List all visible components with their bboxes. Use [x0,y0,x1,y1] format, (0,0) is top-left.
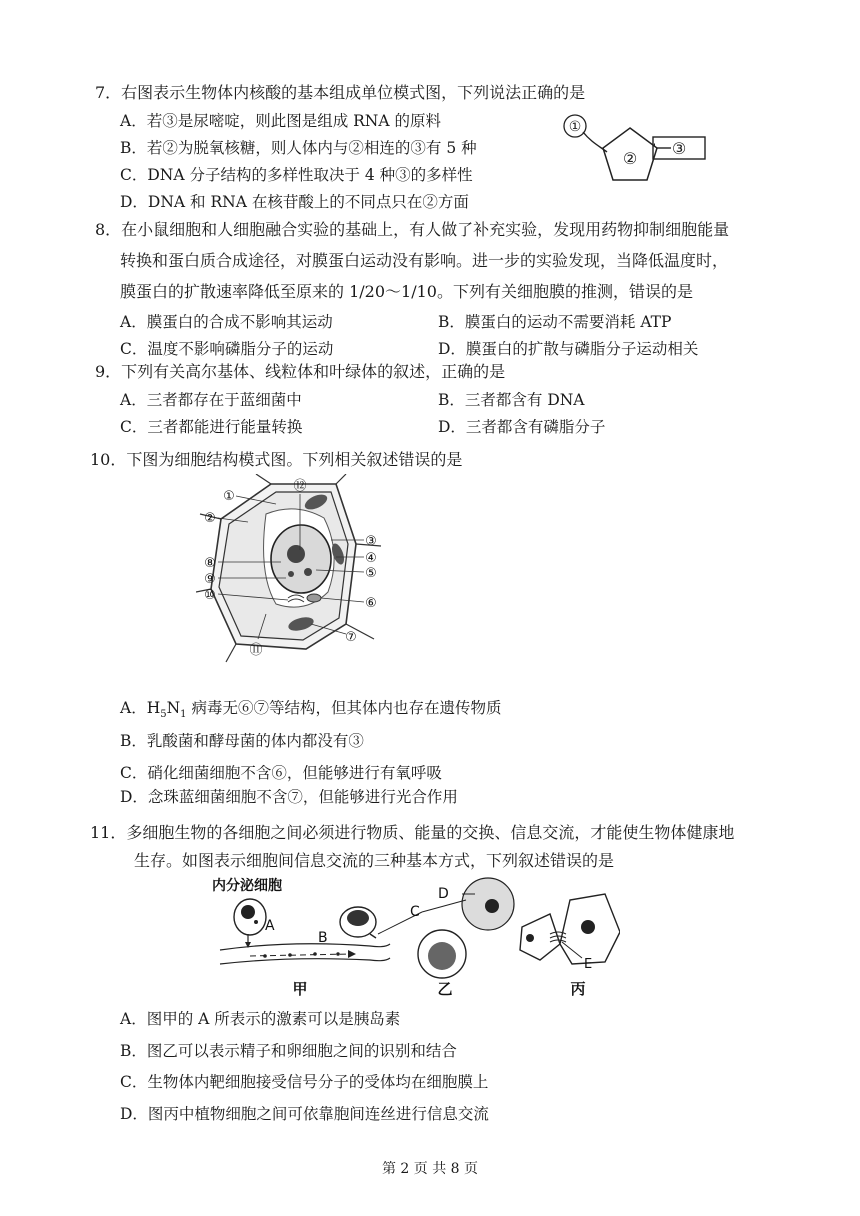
cell-label-6: ⑥ [365,596,377,611]
panel-label-yi: 乙 [437,980,453,998]
q10-option-b: B．乳酸菌和酵母菌的体内都没有③ [120,732,364,750]
q8-stem-line-2: 转换和蛋白质合成途径，对膜蛋白运动没有影响。进一步的实验发现，当降低温度时， [120,251,729,270]
cell-label-9: ⑨ [204,572,216,587]
q8-stem-line-1: 8．在小鼠细胞和人细胞融合实验的基础上，有人做了补充实验，发现用药物抑制细胞能量 [95,220,730,239]
page-footer: 第 2 页 共 8 页 [381,1161,479,1177]
cell-label-7: ⑦ [345,630,357,645]
cell-label-11: ⑪ [249,643,263,658]
q10-stem: 10．下图为细胞结构模式图。下列相关叙述错误的是 [90,450,463,469]
q10-option-c: C．硝化细菌细胞不含⑥，但能够进行有氧呼吸 [120,764,442,782]
cell-label-3: ③ [365,534,377,549]
q7-option-b: B．若②为脱氧核糖，则人体内与②相连的③有 5 种 [120,139,477,157]
cell-label-1: ① [223,489,235,504]
q9-option-a: A．三者都存在于蓝细菌中 [120,391,302,409]
label-3: ③ [671,139,687,158]
panel-label-jia: 甲 [292,980,308,998]
q11-stem-line-1: 11．多细胞生物的各细胞之间必须进行物质、能量的交换、信息交流，才能使生物体健康地 [90,823,735,842]
q9-option-d: D．三者都含有磷脂分子 [438,418,606,436]
q10-option-d: D．念珠蓝细菌细胞不含⑦，但能够进行光合作用 [120,788,458,806]
cell-label-4: ④ [365,551,377,566]
label-2: ② [622,149,638,168]
cell-label-2: ② [204,511,216,526]
q11-option-a: A．图甲的 A 所表示的激素可以是胰岛素 [120,1010,401,1028]
signal-label-e: E [584,957,593,972]
endocrine-cell-caption: 内分泌细胞 [212,878,282,894]
q8-option-a: A．膜蛋白的合成不影响其运动 [120,313,333,331]
q8-option-c: C．温度不影响磷脂分子的运动 [120,340,334,358]
q7-option-a: A．若③是尿嘧啶，则此图是组成 RNA 的原料 [120,112,441,130]
q8-option-d: D．膜蛋白的扩散与磷脂分子运动相关 [438,340,699,358]
q9-option-b: B．三者都含有 DNA [438,391,585,409]
q7-option-d: D．DNA 和 RNA 在核苷酸上的不同点只在②方面 [120,193,469,211]
q8-stem-line-3: 膜蛋白的扩散速率降低至原来的 1/20～1/10。下列有关细胞膜的推测，错误的是 [120,282,693,301]
panel-label-bing: 丙 [570,980,586,998]
nucleotide-diagram [555,112,715,192]
q8-option-b: B．膜蛋白的运动不需要消耗 ATP [438,313,672,331]
cell-label-10: ⑩ [204,588,216,603]
q9-stem: 9．下列有关高尔基体、线粒体和叶绿体的叙述，正确的是 [95,362,506,381]
q11-option-c: C．生物体内靶细胞接受信号分子的受体均在细胞膜上 [120,1073,489,1091]
cell-label-12: ⑫ [293,479,307,494]
signal-label-d: D [438,886,449,902]
q7-option-c: C．DNA 分子结构的多样性取决于 4 种③的多样性 [120,166,473,184]
q7-stem: 7．右图表示生物体内核酸的基本组成单位模式图，下列说法正确的是 [95,83,586,102]
cell-label-8: ⑧ [204,556,216,571]
cell-label-5: ⑤ [365,566,377,581]
q11-stem-line-2: 生存。如图表示细胞间信息交流的三种基本方式，下列叙述错误的是 [134,851,615,870]
signal-label-c: C [410,904,420,920]
label-1: ① [568,119,582,135]
q10-option-a: A．$H_5N_1$ 病毒无⑥⑦等结构，但其体内也存在遗传物质 [120,699,502,721]
cell-structure-diagram [196,474,386,664]
q11-option-b: B．图乙可以表示精子和卵细胞之间的识别和结合 [120,1042,457,1060]
q11-option-d: D．图丙中植物细胞之间可依靠胞间连丝进行信息交流 [120,1105,489,1123]
signal-label-b: B [318,930,328,946]
q9-option-c: C．三者都能进行能量转换 [120,418,303,436]
cell-signaling-diagram [210,872,620,1002]
signal-label-a: A [265,918,275,934]
